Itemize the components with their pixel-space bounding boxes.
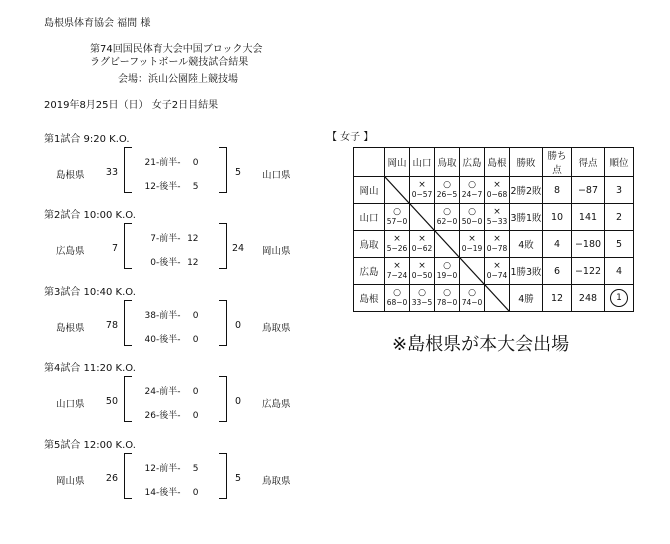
match-heading: 第1試合 9:20 K.O. <box>44 134 130 145</box>
dash: - <box>177 182 181 192</box>
win-loss-mark: ○ <box>468 180 476 191</box>
self-match-cell <box>410 204 435 231</box>
rank: 5 <box>615 238 623 250</box>
dash: - <box>156 411 160 421</box>
rank-cell <box>605 258 634 285</box>
match-score: 57−0 <box>386 216 408 226</box>
win-loss-mark: × <box>468 234 476 245</box>
match-score: 74−0 <box>461 297 483 307</box>
match-result-cell <box>460 204 485 231</box>
home-team: 山口県 <box>56 399 85 410</box>
rank: 4 <box>615 265 623 277</box>
dash: - <box>156 311 160 321</box>
standings-col-header: 勝ち点 <box>543 148 572 177</box>
match-result-cell <box>485 231 510 258</box>
half-home-score: 21 <box>144 158 156 168</box>
half-away-score: 0 <box>192 411 199 421</box>
self-match-cell <box>385 177 410 204</box>
match-score: 62−0 <box>436 216 458 226</box>
win-loss-mark: ○ <box>393 288 401 299</box>
standings-table <box>353 147 634 312</box>
dash: - <box>177 158 181 168</box>
match-score: 68−0 <box>386 297 408 307</box>
dash: - <box>177 335 181 345</box>
diagonal-line <box>385 177 409 203</box>
left-bracket <box>124 376 132 422</box>
win-loss-mark: ○ <box>393 207 401 218</box>
match-score: 78−0 <box>436 297 458 307</box>
diagonal-line <box>410 204 434 230</box>
half-away-score: 12 <box>187 234 199 244</box>
left-bracket <box>124 223 132 269</box>
half-score-row <box>132 384 216 397</box>
half-away-score: 12 <box>187 258 199 268</box>
half-home-score: 7 <box>150 234 156 244</box>
dash: - <box>156 158 160 168</box>
match-score: 5−26 <box>386 243 408 253</box>
half-home-score: 12 <box>144 182 156 192</box>
standings-col-header: 得点 <box>572 148 605 177</box>
win-loss-record: 3勝1敗 <box>510 204 543 231</box>
result <box>435 181 459 198</box>
match-result-cell <box>410 177 435 204</box>
diagonal-line <box>460 258 484 284</box>
standings-team: 島根 <box>354 285 385 312</box>
away-team: 鳥取県 <box>262 323 291 334</box>
away-team: 鳥取県 <box>262 476 291 487</box>
self-match-cell <box>460 258 485 285</box>
right-bracket <box>219 453 227 499</box>
right-bracket <box>219 223 227 269</box>
match-score: 0−62 <box>411 243 433 253</box>
match-result-cell <box>435 204 460 231</box>
win-loss-mark: × <box>493 207 501 218</box>
point-difference: 141 <box>572 204 605 231</box>
match-result-cell <box>410 258 435 285</box>
home-total: 33 <box>105 167 118 178</box>
away-total: 0 <box>234 320 242 331</box>
right-bracket <box>219 300 227 346</box>
half-label: 前半 <box>159 387 178 397</box>
standings-row <box>354 231 634 258</box>
match-result-cell <box>385 258 410 285</box>
half-home-score: 14 <box>144 488 156 498</box>
match-result-cell <box>410 231 435 258</box>
result <box>435 262 459 279</box>
match-score: 0−74 <box>486 270 508 280</box>
match-result-cell <box>385 231 410 258</box>
standings-team: 山口 <box>354 204 385 231</box>
win-loss-mark: × <box>393 261 401 272</box>
half-away-score: 0 <box>192 387 199 397</box>
half-score-row <box>132 485 216 498</box>
match-heading: 第2試合 10:00 K.O. <box>44 210 136 221</box>
result <box>485 181 509 198</box>
win-loss-mark: × <box>493 180 501 191</box>
win-loss-mark: × <box>418 261 426 272</box>
dash: - <box>156 488 160 498</box>
match-result-cell <box>385 285 410 312</box>
date-line: 2019年8月25日（日） 女子2日目結果 <box>44 100 219 111</box>
match-result-cell <box>410 285 435 312</box>
win-loss-mark: ○ <box>468 288 476 299</box>
win-loss-mark: ○ <box>443 261 451 272</box>
result <box>410 181 434 198</box>
half-home-score: 26 <box>144 411 156 421</box>
result <box>410 262 434 279</box>
match-score: 0−19 <box>461 243 483 253</box>
match-result-cell <box>485 258 510 285</box>
half-home-score: 40 <box>144 335 156 345</box>
result <box>485 262 509 279</box>
standings-row <box>354 258 634 285</box>
away-team: 岡山県 <box>262 246 291 257</box>
dash: - <box>177 311 181 321</box>
standing-points: 6 <box>543 258 572 285</box>
standings-row <box>354 177 634 204</box>
point-difference: −87 <box>572 177 605 204</box>
half-home-score: 12 <box>144 464 156 474</box>
standings-team: 岡山 <box>354 177 385 204</box>
qualification-note: ※島根県が本大会出場 <box>392 334 570 355</box>
standings-col-header: 広島 <box>460 148 485 177</box>
self-match-cell <box>485 285 510 312</box>
rank: 3 <box>615 184 623 196</box>
away-total: 5 <box>234 473 242 484</box>
venue: 会場：浜山公園陸上競技場 <box>118 74 238 85</box>
dash: - <box>156 258 160 268</box>
left-bracket <box>124 147 132 193</box>
right-bracket <box>219 147 227 193</box>
half-home-score: 38 <box>144 311 156 321</box>
standing-points: 4 <box>543 231 572 258</box>
win-loss-record: 1勝3敗 <box>510 258 543 285</box>
dash: - <box>177 464 181 474</box>
half-home-score: 0 <box>150 258 156 268</box>
result <box>385 262 409 279</box>
result <box>410 235 434 252</box>
standings-col-header: 岡山 <box>385 148 410 177</box>
match-score: 33−5 <box>411 297 433 307</box>
half-away-score: 0 <box>192 158 199 168</box>
addressee: 島根県体育協会 福間 様 <box>44 18 151 29</box>
standings-row <box>354 285 634 312</box>
win-loss-record: 4敗 <box>510 231 543 258</box>
standings-header-row <box>354 148 634 177</box>
match-heading: 第5試合 12:00 K.O. <box>44 440 136 451</box>
standings-col-header: 勝敗 <box>510 148 543 177</box>
win-loss-mark: × <box>418 180 426 191</box>
result <box>485 208 509 225</box>
standings-team: 鳥取 <box>354 231 385 258</box>
home-team: 広島県 <box>56 246 85 257</box>
half-away-score: 5 <box>192 464 199 474</box>
half-score-row <box>132 179 216 192</box>
left-bracket <box>124 453 132 499</box>
match-result-cell <box>460 177 485 204</box>
win-loss-mark: × <box>418 234 426 245</box>
result <box>460 289 484 306</box>
standings-col-header: 山口 <box>410 148 435 177</box>
standings-col-header: 島根 <box>485 148 510 177</box>
point-difference: 248 <box>572 285 605 312</box>
point-difference: −122 <box>572 258 605 285</box>
standings-row <box>354 204 634 231</box>
half-score-row <box>132 231 216 244</box>
match-result-cell <box>485 204 510 231</box>
dash: - <box>177 387 181 397</box>
standings-team: 広島 <box>354 258 385 285</box>
dash: - <box>156 464 160 474</box>
half-away-score: 0 <box>192 488 199 498</box>
win-loss-mark: ○ <box>443 207 451 218</box>
result <box>460 181 484 198</box>
match-heading: 第4試合 11:20 K.O. <box>44 363 136 374</box>
dash: - <box>156 234 160 244</box>
half-score-row <box>132 308 216 321</box>
self-match-cell <box>435 231 460 258</box>
win-loss-mark: ○ <box>468 207 476 218</box>
dash: - <box>177 258 181 268</box>
diagonal-line <box>435 231 459 257</box>
dash: - <box>156 387 160 397</box>
match-score: 24−7 <box>461 189 483 199</box>
home-total: 50 <box>105 396 118 407</box>
match-score: 5−33 <box>486 216 508 226</box>
home-total: 7 <box>111 243 118 254</box>
result <box>435 289 459 306</box>
half-label: 後半 <box>159 411 178 421</box>
half-score-row <box>132 332 216 345</box>
standings-label: 【 女子 】 <box>327 132 374 143</box>
win-loss-record: 2勝2敗 <box>510 177 543 204</box>
dash: - <box>177 411 181 421</box>
point-difference: −180 <box>572 231 605 258</box>
win-loss-mark: ○ <box>418 288 426 299</box>
result <box>385 289 409 306</box>
match-result-cell <box>435 285 460 312</box>
result <box>460 235 484 252</box>
match-result-cell <box>385 204 410 231</box>
home-total: 78 <box>105 320 118 331</box>
standing-points: 8 <box>543 177 572 204</box>
win-loss-mark: ○ <box>443 288 451 299</box>
half-away-score: 5 <box>192 182 199 192</box>
win-loss-record: 4勝 <box>510 285 543 312</box>
standing-points: 12 <box>543 285 572 312</box>
away-team: 山口県 <box>262 170 291 181</box>
result <box>435 208 459 225</box>
rank-cell <box>605 177 634 204</box>
match-score: 0−78 <box>486 243 508 253</box>
home-team: 島根県 <box>56 323 85 334</box>
dash: - <box>156 335 160 345</box>
match-result-cell <box>460 285 485 312</box>
away-total: 5 <box>234 167 242 178</box>
tournament-title: 第74回国民体育大会中国ブロック大会 <box>90 44 263 55</box>
half-score-row <box>132 255 216 268</box>
standings-corner <box>354 148 385 177</box>
away-team: 広島県 <box>262 399 291 410</box>
match-result-cell <box>435 258 460 285</box>
half-label: 後半 <box>159 488 178 498</box>
right-bracket <box>219 376 227 422</box>
dash: - <box>177 234 181 244</box>
match-score: 0−57 <box>411 189 433 199</box>
left-bracket <box>124 300 132 346</box>
result <box>385 208 409 225</box>
half-label: 前半 <box>159 234 178 244</box>
half-away-score: 0 <box>192 335 199 345</box>
home-team: 島根県 <box>56 170 85 181</box>
half-home-score: 24 <box>144 387 156 397</box>
standings-col-header: 鳥取 <box>435 148 460 177</box>
match-heading: 第3試合 10:40 K.O. <box>44 287 136 298</box>
half-score-row <box>132 155 216 168</box>
half-label: 前半 <box>159 311 178 321</box>
dash: - <box>177 488 181 498</box>
result <box>410 289 434 306</box>
half-label: 前半 <box>159 464 178 474</box>
half-score-row <box>132 461 216 474</box>
win-loss-mark: × <box>493 261 501 272</box>
half-label: 前半 <box>159 158 178 168</box>
match-result-cell <box>435 177 460 204</box>
rank-cell <box>605 231 634 258</box>
half-away-score: 0 <box>192 311 199 321</box>
match-result-cell <box>485 177 510 204</box>
half-label: 後半 <box>159 335 178 345</box>
match-score: 19−0 <box>436 270 458 280</box>
win-loss-mark: ○ <box>443 180 451 191</box>
match-result-cell <box>460 231 485 258</box>
win-loss-mark: × <box>393 234 401 245</box>
away-total: 0 <box>234 396 242 407</box>
match-score: 50−0 <box>461 216 483 226</box>
result <box>385 235 409 252</box>
match-score: 0−68 <box>486 189 508 199</box>
rank: 2 <box>615 211 623 223</box>
rank-cell <box>605 204 634 231</box>
result <box>460 208 484 225</box>
competition-title: ラグビーフットボール競技試合結果 <box>90 57 249 68</box>
home-total: 26 <box>105 473 118 484</box>
diagonal-line <box>485 285 509 311</box>
half-score-row <box>132 408 216 421</box>
match-score: 0−50 <box>411 270 433 280</box>
home-team: 岡山県 <box>56 476 85 487</box>
rank: 1 <box>610 289 628 307</box>
match-score: 7−24 <box>386 270 408 280</box>
result <box>485 235 509 252</box>
half-label: 後半 <box>159 182 178 192</box>
standing-points: 10 <box>543 204 572 231</box>
standings-col-header: 順位 <box>605 148 634 177</box>
half-label: 後半 <box>159 258 178 268</box>
dash: - <box>156 182 160 192</box>
rank-cell <box>605 285 634 312</box>
match-score: 26−5 <box>436 189 458 199</box>
away-total: 24 <box>231 243 245 254</box>
win-loss-mark: × <box>493 234 501 245</box>
